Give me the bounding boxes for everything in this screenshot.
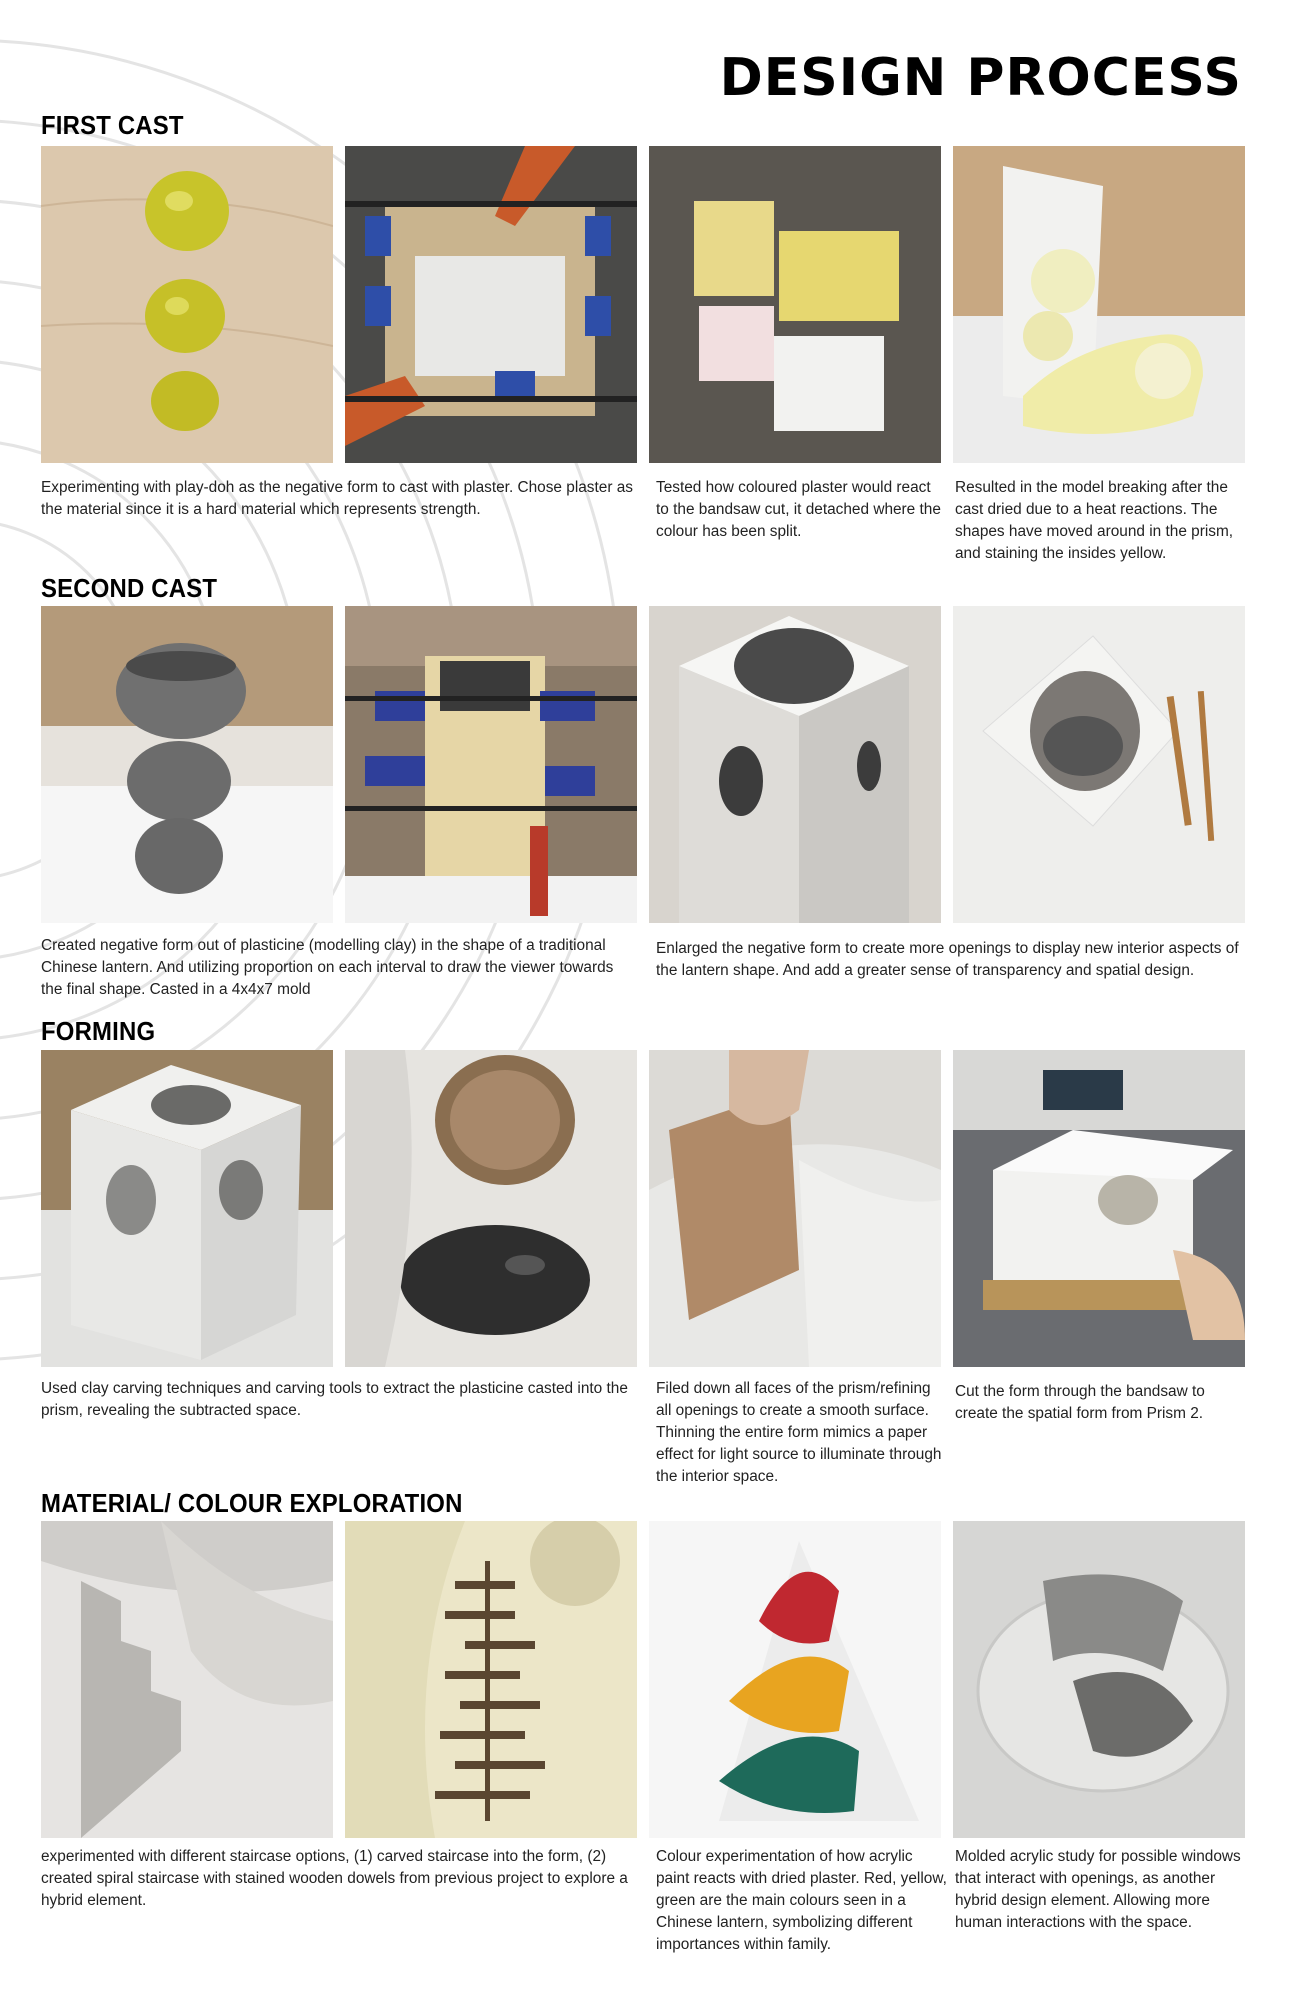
cast-prism-openings-photo: [649, 606, 941, 923]
clamped-box-mold-photo: [345, 606, 637, 923]
broken-cast-photo: [953, 146, 1245, 463]
caption-forming-1: Used clay carving techniques and carving tools to extract the plasticine casted into the prism, revealing the subtracted space.: [41, 1380, 628, 1419]
caption-second-cast-2: Enlarged the negative form to create more openings to display new interior aspects of the lantern shape. And add a greater sense of transparency and spatial design.: [656, 940, 1239, 979]
section-heading-material-colour: MATERIAL/ COLOUR EXPLORATION: [41, 1488, 463, 1518]
bandsaw-cut-photo: [953, 1050, 1245, 1367]
prism-top-view-tools-photo: [953, 606, 1245, 923]
carved-prism-photo: [41, 1050, 333, 1367]
interior-closeup-photo: [345, 1050, 637, 1367]
caption-material-2: Colour experimentation of how acrylic paint reacts with dried plaster. Red, yellow, green are the main colours seen in a Chinese lantern, symbolizing different importances within family.: [656, 1848, 947, 1953]
caption-second-cast-1: Created negative form out of plasticine (modelling clay) in the shape of a traditional Chinese lantern. And utilizing proportion on each interval to draw the viewer towards the final shape. Casted in a 4x4x7 mold: [41, 937, 614, 998]
caption-first-cast-1: Experimenting with play-doh as the negative form to cast with plaster. Chose plaster as the material since it is a hard material which represents strength.: [41, 479, 633, 518]
painted-colours-photo: [649, 1521, 941, 1838]
playdoh-balls-photo: [41, 146, 333, 463]
section-heading-first-cast: FIRST CAST: [41, 110, 184, 140]
clamped-mold-photo: [345, 146, 637, 463]
page-title: DESIGN PROCESS: [719, 48, 1242, 108]
plasticine-lantern-photo: [41, 606, 333, 923]
caption-material-1: experimented with different staircase options, (1) carved staircase into the form, (2) created spiral staircase with stained wooden dowels from previous project to explore a hybrid element.: [41, 1848, 628, 1909]
section-heading-forming: FORMING: [41, 1016, 156, 1046]
carved-staircase-photo: [41, 1521, 333, 1838]
caption-forming-2: Filed down all faces of the prism/refining all openings to create a smooth surface. Thinning the entire form mimics a paper effect for light source to illuminate through the interior space.: [656, 1380, 942, 1485]
caption-material-3: Molded acrylic study for possible windows that interact with openings, as another hybrid design element. Allowing more human interactions with the space.: [955, 1848, 1241, 1931]
caption-first-cast-2: Tested how coloured plaster would react to the bandsaw cut, it detached where the colour has been split.: [656, 479, 941, 540]
spiral-staircase-photo: [345, 1521, 637, 1838]
sanding-photo: [649, 1050, 941, 1367]
section-heading-second-cast: SECOND CAST: [41, 573, 218, 603]
coloured-plaster-blocks-photo: [649, 146, 941, 463]
caption-forming-3: Cut the form through the bandsaw to create the spatial form from Prism 2.: [955, 1383, 1205, 1422]
acrylic-study-photo: [953, 1521, 1245, 1838]
caption-first-cast-3: Resulted in the model breaking after the cast dried due to a heat reactions. The shapes have moved around in the prism, and staining the insides yellow.: [955, 479, 1234, 562]
